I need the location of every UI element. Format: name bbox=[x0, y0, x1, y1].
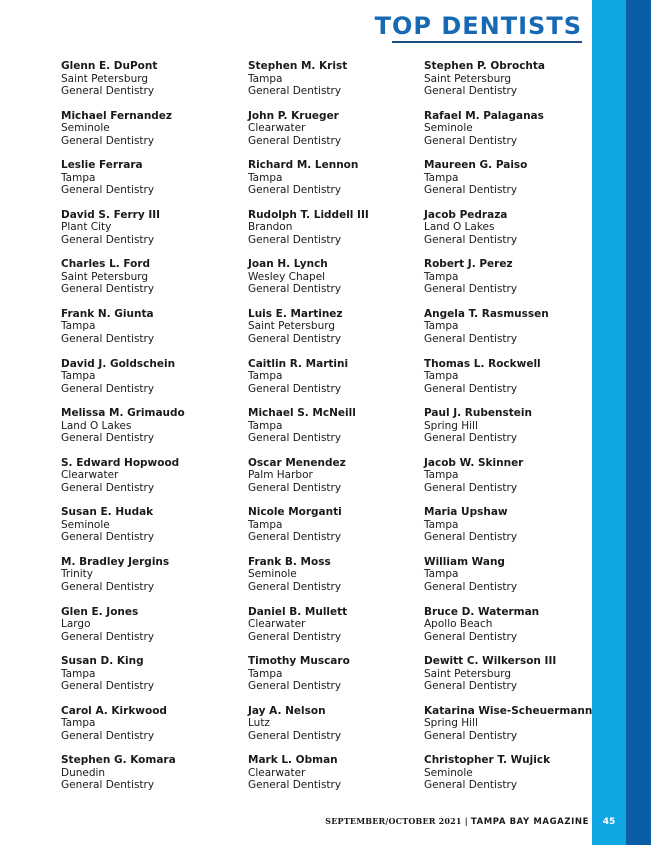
dentist-name: M. Bradley Jergins bbox=[61, 555, 170, 568]
dentist-city: Tampa bbox=[248, 370, 283, 383]
title-underline bbox=[392, 41, 582, 43]
dentist-entry bbox=[61, 258, 185, 308]
dentist-name: Melissa M. Grimaudo bbox=[61, 407, 185, 420]
dentist-city: Spring Hill bbox=[424, 717, 478, 730]
dentist-name: Bruce D. Waterman bbox=[424, 605, 540, 618]
dentist-entry bbox=[248, 457, 369, 507]
dentist-specialty: General Dentistry bbox=[248, 382, 342, 395]
dentist-entry bbox=[248, 506, 369, 556]
dentist-city: Tampa bbox=[61, 171, 96, 184]
dentist-name: Joan H. Lynch bbox=[248, 258, 328, 271]
page-footer bbox=[325, 816, 589, 827]
dentist-specialty: General Dentistry bbox=[424, 432, 518, 445]
dentist-name: Leslie Ferrara bbox=[61, 159, 143, 172]
dentist-name: Paul J. Rubenstein bbox=[424, 407, 532, 420]
dentist-city: Trinity bbox=[61, 568, 94, 581]
dentist-entry bbox=[424, 457, 592, 507]
dentist-specialty: General Dentistry bbox=[61, 134, 155, 147]
dentist-entry bbox=[61, 655, 185, 705]
dentist-specialty: General Dentistry bbox=[61, 729, 155, 742]
dentist-name: Timothy Muscaro bbox=[248, 655, 350, 668]
dentist-specialty: General Dentistry bbox=[248, 85, 342, 97]
dentist-specialty: General Dentistry bbox=[248, 283, 342, 296]
dentist-specialty: General Dentistry bbox=[61, 382, 155, 395]
dentist-city: Tampa bbox=[424, 568, 459, 581]
dentist-name: Rudolph T. Liddell III bbox=[248, 208, 369, 221]
dentist-name: S. Edward Hopwood bbox=[61, 456, 180, 469]
dentist-entry bbox=[248, 705, 369, 755]
dentist-entry bbox=[248, 159, 369, 209]
dentist-name: Susan E. Hudak bbox=[61, 506, 154, 519]
dentist-name: Caitlin R. Martini bbox=[248, 357, 349, 370]
dentist-entry bbox=[248, 556, 369, 606]
dentist-city: Wesley Chapel bbox=[248, 270, 326, 283]
dentist-specialty: General Dentistry bbox=[424, 184, 518, 197]
dentist-city: Clearwater bbox=[248, 122, 306, 135]
dentist-specialty: General Dentistry bbox=[248, 779, 342, 792]
dentist-city: Tampa bbox=[61, 320, 96, 333]
dentist-city: Saint Petersburg bbox=[61, 72, 149, 85]
dentist-entry bbox=[424, 209, 592, 259]
dentist-entry bbox=[248, 258, 369, 308]
dentist-specialty: General Dentistry bbox=[61, 85, 155, 97]
dentist-name: Mark L. Obman bbox=[248, 754, 338, 767]
dentist-entry bbox=[61, 159, 185, 209]
dentist-entry bbox=[61, 209, 185, 259]
dentist-city: Saint Petersburg bbox=[248, 320, 336, 333]
dentist-city: Spring Hill bbox=[424, 419, 478, 432]
dentist-entry bbox=[61, 407, 185, 457]
dentist-specialty: General Dentistry bbox=[61, 680, 155, 693]
page-header bbox=[375, 12, 582, 43]
footer-separator: | bbox=[464, 816, 468, 826]
dentist-name: Glenn E. DuPont bbox=[61, 60, 158, 72]
dentist-entry bbox=[424, 308, 592, 358]
dentist-specialty: General Dentistry bbox=[248, 481, 342, 494]
dentist-entry bbox=[424, 506, 592, 556]
dentist-name: Frank N. Giunta bbox=[61, 307, 154, 320]
dentist-specialty: General Dentistry bbox=[61, 432, 155, 445]
dentist-city: Clearwater bbox=[61, 469, 119, 482]
dentist-entry bbox=[424, 556, 592, 606]
dentist-city: Tampa bbox=[424, 370, 459, 383]
side-band-light bbox=[592, 0, 626, 845]
dentist-city: Lutz bbox=[248, 717, 270, 730]
dentist-specialty: General Dentistry bbox=[248, 134, 342, 147]
dentist-specialty: General Dentistry bbox=[424, 382, 518, 395]
dentist-city: Tampa bbox=[424, 171, 459, 184]
dentist-specialty: General Dentistry bbox=[248, 580, 342, 593]
dentist-city: Brandon bbox=[248, 221, 293, 234]
dentist-name: Angela T. Rasmussen bbox=[424, 307, 549, 320]
dentist-city: Tampa bbox=[248, 419, 283, 432]
dentist-name: Jay A. Nelson bbox=[248, 704, 326, 717]
dentist-entry bbox=[248, 209, 369, 259]
dentist-specialty: General Dentistry bbox=[248, 184, 342, 197]
dentist-city: Tampa bbox=[61, 717, 96, 730]
dentist-entry bbox=[61, 457, 185, 507]
dentist-entry bbox=[248, 358, 369, 408]
dentist-specialty: General Dentistry bbox=[61, 332, 155, 345]
dentist-name: Luis E. Martinez bbox=[248, 307, 343, 320]
dentist-entry bbox=[248, 60, 369, 110]
dentist-name: Glen E. Jones bbox=[61, 605, 139, 618]
dentist-entry bbox=[61, 606, 185, 656]
dentist-city: Dunedin bbox=[61, 766, 106, 779]
dentist-name: Nicole Morganti bbox=[248, 506, 342, 519]
dentist-entry bbox=[61, 556, 185, 606]
dentist-name: William Wang bbox=[424, 555, 505, 568]
dentist-entry bbox=[424, 655, 592, 705]
dentist-name: Richard M. Lennon bbox=[248, 159, 359, 172]
page-number: 45 bbox=[602, 817, 616, 827]
dentist-specialty: General Dentistry bbox=[424, 531, 518, 544]
dentist-column-3 bbox=[424, 60, 592, 804]
dentist-city: Tampa bbox=[424, 320, 459, 333]
dentist-specialty: General Dentistry bbox=[61, 233, 155, 246]
dentist-city: Saint Petersburg bbox=[424, 667, 512, 680]
dentist-entry bbox=[424, 407, 592, 457]
dentist-entry bbox=[248, 110, 369, 160]
dentist-entry bbox=[424, 258, 592, 308]
dentist-specialty: General Dentistry bbox=[61, 580, 155, 593]
dentist-name: Frank B. Moss bbox=[248, 555, 331, 568]
dentist-name: Charles L. Ford bbox=[61, 258, 151, 271]
dentist-city: Largo bbox=[61, 618, 91, 631]
dentist-specialty: General Dentistry bbox=[248, 332, 342, 345]
dentist-city: Palm Harbor bbox=[248, 469, 313, 482]
dentist-city: Seminole bbox=[248, 568, 297, 581]
dentist-city: Tampa bbox=[248, 667, 283, 680]
dentist-entry bbox=[61, 754, 185, 804]
dentist-entry bbox=[61, 308, 185, 358]
side-band-dark bbox=[626, 0, 651, 845]
dentist-entry bbox=[61, 60, 185, 110]
dentist-name: Christopher T. Wujick bbox=[424, 754, 551, 767]
dentist-specialty: General Dentistry bbox=[424, 283, 518, 296]
dentist-entry bbox=[61, 506, 185, 556]
dentist-name: Robert J. Perez bbox=[424, 258, 513, 271]
dentist-name: Stephen P. Obrochta bbox=[424, 60, 545, 72]
dentist-specialty: General Dentistry bbox=[248, 233, 342, 246]
dentist-name: Michael S. McNeill bbox=[248, 407, 356, 420]
issue-date: SEPTEMBER/OCTOBER 2021 bbox=[325, 816, 462, 826]
dentist-entry bbox=[424, 159, 592, 209]
dentist-city: Seminole bbox=[61, 122, 110, 135]
dentist-column-2 bbox=[248, 60, 369, 804]
dentist-name: Maureen G. Paiso bbox=[424, 159, 528, 172]
dentist-specialty: General Dentistry bbox=[424, 481, 518, 494]
dentist-name: David S. Ferry III bbox=[61, 208, 161, 221]
dentist-specialty: General Dentistry bbox=[424, 729, 518, 742]
dentist-entry bbox=[248, 308, 369, 358]
dentist-city: Saint Petersburg bbox=[424, 72, 512, 85]
dentist-name: Maria Upshaw bbox=[424, 506, 508, 519]
dentist-name: Thomas L. Rockwell bbox=[424, 357, 541, 370]
dentist-specialty: General Dentistry bbox=[424, 630, 518, 643]
dentist-entry bbox=[61, 705, 185, 755]
dentist-city: Land O Lakes bbox=[61, 419, 132, 432]
dentist-city: Apollo Beach bbox=[424, 618, 493, 631]
page-title: TOP DENTISTS bbox=[374, 12, 582, 40]
dentist-entry bbox=[248, 655, 369, 705]
dentist-specialty: General Dentistry bbox=[248, 680, 342, 693]
dentist-name: Katarina Wise-Scheuermann bbox=[424, 704, 593, 717]
dentist-city: Seminole bbox=[61, 518, 110, 531]
dentist-entry bbox=[424, 60, 592, 110]
dentist-name: David J. Goldschein bbox=[61, 357, 176, 370]
dentist-city: Tampa bbox=[248, 518, 283, 531]
dentist-city: Plant City bbox=[61, 221, 112, 234]
dentist-city: Clearwater bbox=[248, 618, 306, 631]
dentist-name: Stephen M. Krist bbox=[248, 60, 348, 72]
dentist-name: Dewitt C. Wilkerson III bbox=[424, 655, 557, 668]
dentist-city: Tampa bbox=[424, 518, 459, 531]
dentist-entry bbox=[424, 754, 592, 804]
dentist-specialty: General Dentistry bbox=[248, 729, 342, 742]
dentist-entry bbox=[248, 754, 369, 804]
dentist-city: Seminole bbox=[424, 122, 473, 135]
dentist-entry bbox=[424, 606, 592, 656]
dentist-specialty: General Dentistry bbox=[61, 481, 155, 494]
dentist-entry bbox=[61, 358, 185, 408]
dentist-city: Clearwater bbox=[248, 766, 306, 779]
dentist-city: Saint Petersburg bbox=[61, 270, 149, 283]
dentist-specialty: General Dentistry bbox=[61, 184, 155, 197]
dentist-specialty: General Dentistry bbox=[61, 283, 155, 296]
dentist-specialty: General Dentistry bbox=[61, 531, 155, 544]
dentist-name: Jacob Pedraza bbox=[424, 208, 508, 221]
dentist-specialty: General Dentistry bbox=[248, 630, 342, 643]
dentist-specialty: General Dentistry bbox=[424, 85, 518, 97]
dentist-name: Rafael M. Palaganas bbox=[424, 109, 544, 122]
dentist-name: Stephen G. Komara bbox=[61, 754, 176, 767]
dentist-name: Oscar Menendez bbox=[248, 456, 346, 469]
dentist-specialty: General Dentistry bbox=[424, 332, 518, 345]
dentist-city: Tampa bbox=[61, 370, 96, 383]
dentist-name: Michael Fernandez bbox=[61, 109, 173, 122]
dentist-name: John P. Krueger bbox=[248, 109, 339, 122]
dentist-name: Susan D. King bbox=[61, 655, 144, 668]
dentist-city: Tampa bbox=[248, 72, 283, 85]
dentist-specialty: General Dentistry bbox=[248, 531, 342, 544]
dentist-specialty: General Dentistry bbox=[248, 432, 342, 445]
dentist-specialty: General Dentistry bbox=[424, 134, 518, 147]
dentist-specialty: General Dentistry bbox=[424, 779, 518, 792]
dentist-entry bbox=[248, 606, 369, 656]
dentist-specialty: General Dentistry bbox=[424, 680, 518, 693]
dentist-name: Jacob W. Skinner bbox=[424, 456, 524, 469]
dentist-city: Land O Lakes bbox=[424, 221, 495, 234]
magazine-name: TAMPA BAY MAGAZINE bbox=[470, 817, 589, 827]
dentist-city: Seminole bbox=[424, 766, 473, 779]
dentist-entry bbox=[424, 358, 592, 408]
dentist-entry bbox=[424, 110, 592, 160]
dentist-entry bbox=[61, 110, 185, 160]
dentist-entry bbox=[248, 407, 369, 457]
dentist-specialty: General Dentistry bbox=[61, 779, 155, 792]
dentist-city: Tampa bbox=[61, 667, 96, 680]
dentist-city: Tampa bbox=[424, 469, 459, 482]
dentist-specialty: General Dentistry bbox=[424, 233, 518, 246]
dentist-specialty: General Dentistry bbox=[424, 580, 518, 593]
dentist-name: Daniel B. Mullett bbox=[248, 605, 348, 618]
dentist-column-1 bbox=[61, 60, 185, 804]
dentist-entry bbox=[424, 705, 592, 755]
dentist-city: Tampa bbox=[424, 270, 459, 283]
dentist-specialty: General Dentistry bbox=[61, 630, 155, 643]
dentist-city: Tampa bbox=[248, 171, 283, 184]
dentist-name: Carol A. Kirkwood bbox=[61, 704, 167, 717]
